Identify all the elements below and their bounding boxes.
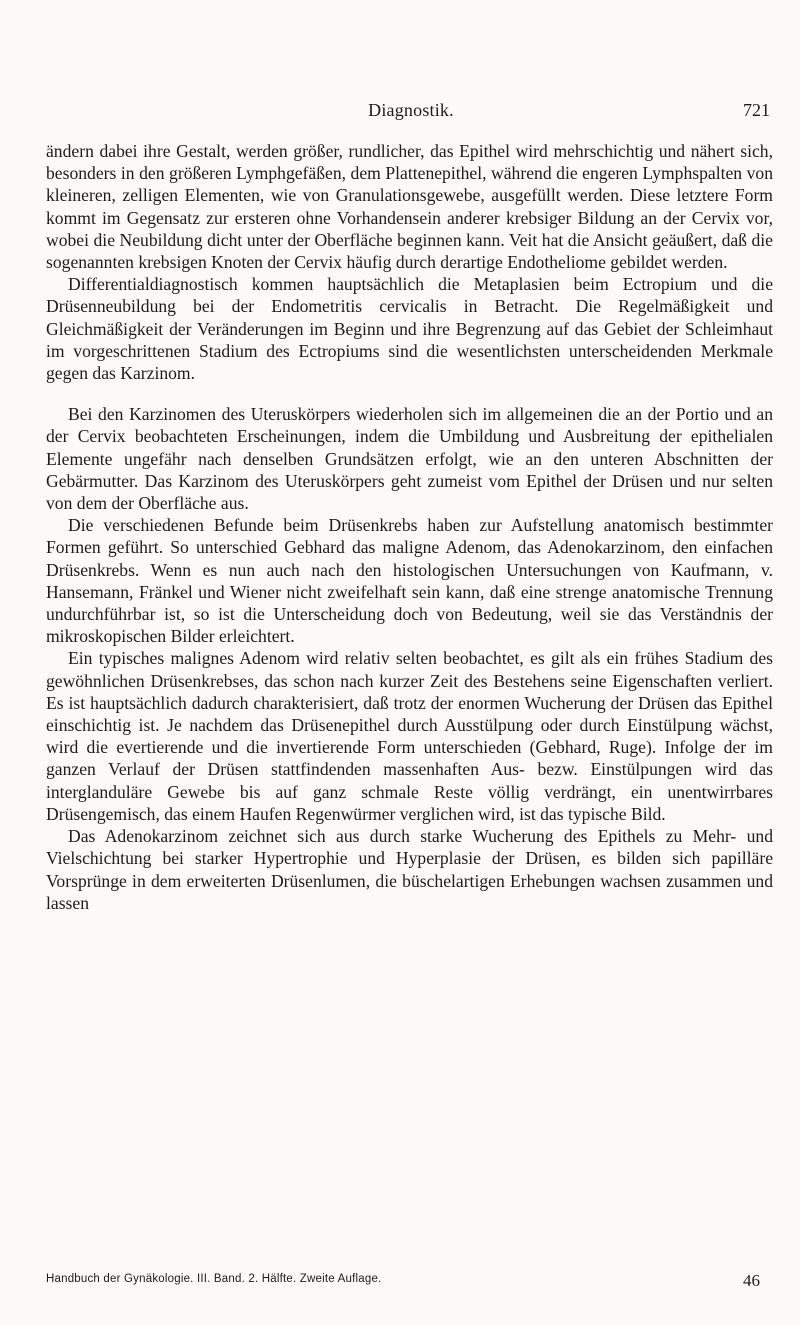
book-source-line: Handbuch der Gynäkologie. III. Band. 2. Hälfte. Zweite Auflage.	[46, 1273, 382, 1285]
paragraph: Bei den Karzinomen des Uteruskörpers wiederholen sich im allgemeinen die an der Portio und an der Cervix beobachteten Erscheinungen, indem die Umbildung und Ausbreitung der epithelialen Elemente ungefähr nach denselben Grundsätzen erfolgt, wie an den unteren Abschnitten der Gebärmutter. Das Karzinom des Uteruskörpers geht zumeist vom Epithel der Drüsen und nur selten von dem der Oberfläche aus.	[46, 404, 773, 514]
paragraph: Das Adenokarzinom zeichnet sich aus durch starke Wucherung des Epithels zu Mehr- und Vielschichtung bei starker Hypertrophie und Hyperplasie der Drüsen, es bilden sich papilläre Vorsprünge in dem erweiterten Drüsenlumen, die büschelartigen Erhebungen wachsen zusammen und lassen	[46, 826, 773, 913]
running-header	[52, 100, 770, 124]
body-text	[46, 140, 773, 914]
paragraph: Die verschiedenen Befunde beim Drüsenkrebs haben zur Aufstellung anatomisch bestimmter Formen geführt. So unterschied Gebhard das maligne Adenom, das Adenokarzinom, den einfachen Drüsenkrebs. Wenn es nun auch nach den histologischen Untersuchungen von Kaufmann, v. Hansemann, Fränkel und Wiener nicht zweifelhaft sein kann, daß eine strenge anatomische Trennung undurchführbar ist, so ist die Unterscheidung doch von Bedeutung, weil sie das Verständnis der mikroskopischen Bilder erleichtert.	[46, 515, 773, 647]
page-footer	[46, 1271, 770, 1291]
signature-mark: 46	[743, 1271, 760, 1290]
paragraph: Ein typisches malignes Adenom wird relativ selten beobachtet, es gilt als ein frühes Stadium des gewöhnlichen Drüsenkrebses, das schon nach kurzer Zeit des Bestehens seine Eigenschaften verliert. Es ist hauptsächlich dadurch charakterisiert, daß trotz der enormen Wucherung der Drüsen das Epithel einschichtig ist. Je nachdem das Drüsenepithel durch Ausstülpung oder durch Einstülpung wächst, wird die evertierende und die invertierende Form unterschieden (Gebhard, Ruge). Infolge der im ganzen Verlauf der Drüsen stattfindenden massenhaften Aus- bezw. Einstülpungen wird das interglanduläre Gewebe bis auf ganz schmale Reste völlig verdrängt, ein unentwirrbares Drüsengemisch, das einem Haufen Regenwürmer verglichen wird, ist das typische Bild.	[46, 648, 773, 824]
page-number: 721	[743, 100, 770, 120]
paragraph: Differentialdiagnostisch kommen hauptsächlich die Metaplasien beim Ectropium und die Drüsenneubildung bei der Endometritis cervicalis in Betracht. Die Regelmäßigkeit und Gleichmäßigkeit der Veränderungen im Beginn und ihre Begrenzung auf das Gebiet der Schleimhaut im vorgeschrittenen Stadium des Ectropiums sind die wesentlichsten unterscheidenden Merkmale gegen das Karzinom.	[46, 274, 773, 384]
running-title: Diagnostik.	[368, 100, 454, 120]
paragraph: ändern dabei ihre Gestalt, werden größer, rundlicher, das Epithel wird mehrschichtig und nähert sich, besonders in den größeren Lymphgefäßen, dem Plattenepithel, während die engeren Lymphspalten von kleineren, zelligen Elementen, wie von Granulationsgewebe, ausgefüllt werden. Diese letztere Form kommt im Gegensatz zur ersteren ohne Vorhandensein anderer krebsiger Bildung an der Cervix vor, wobei die Neubildung dicht unter der Oberfläche beginnen kann. Veit hat die Ansicht geäußert, daß die sogenannten krebsigen Knoten der Cervix häufig durch derartige Endotheliome gebildet werden.	[46, 141, 773, 273]
